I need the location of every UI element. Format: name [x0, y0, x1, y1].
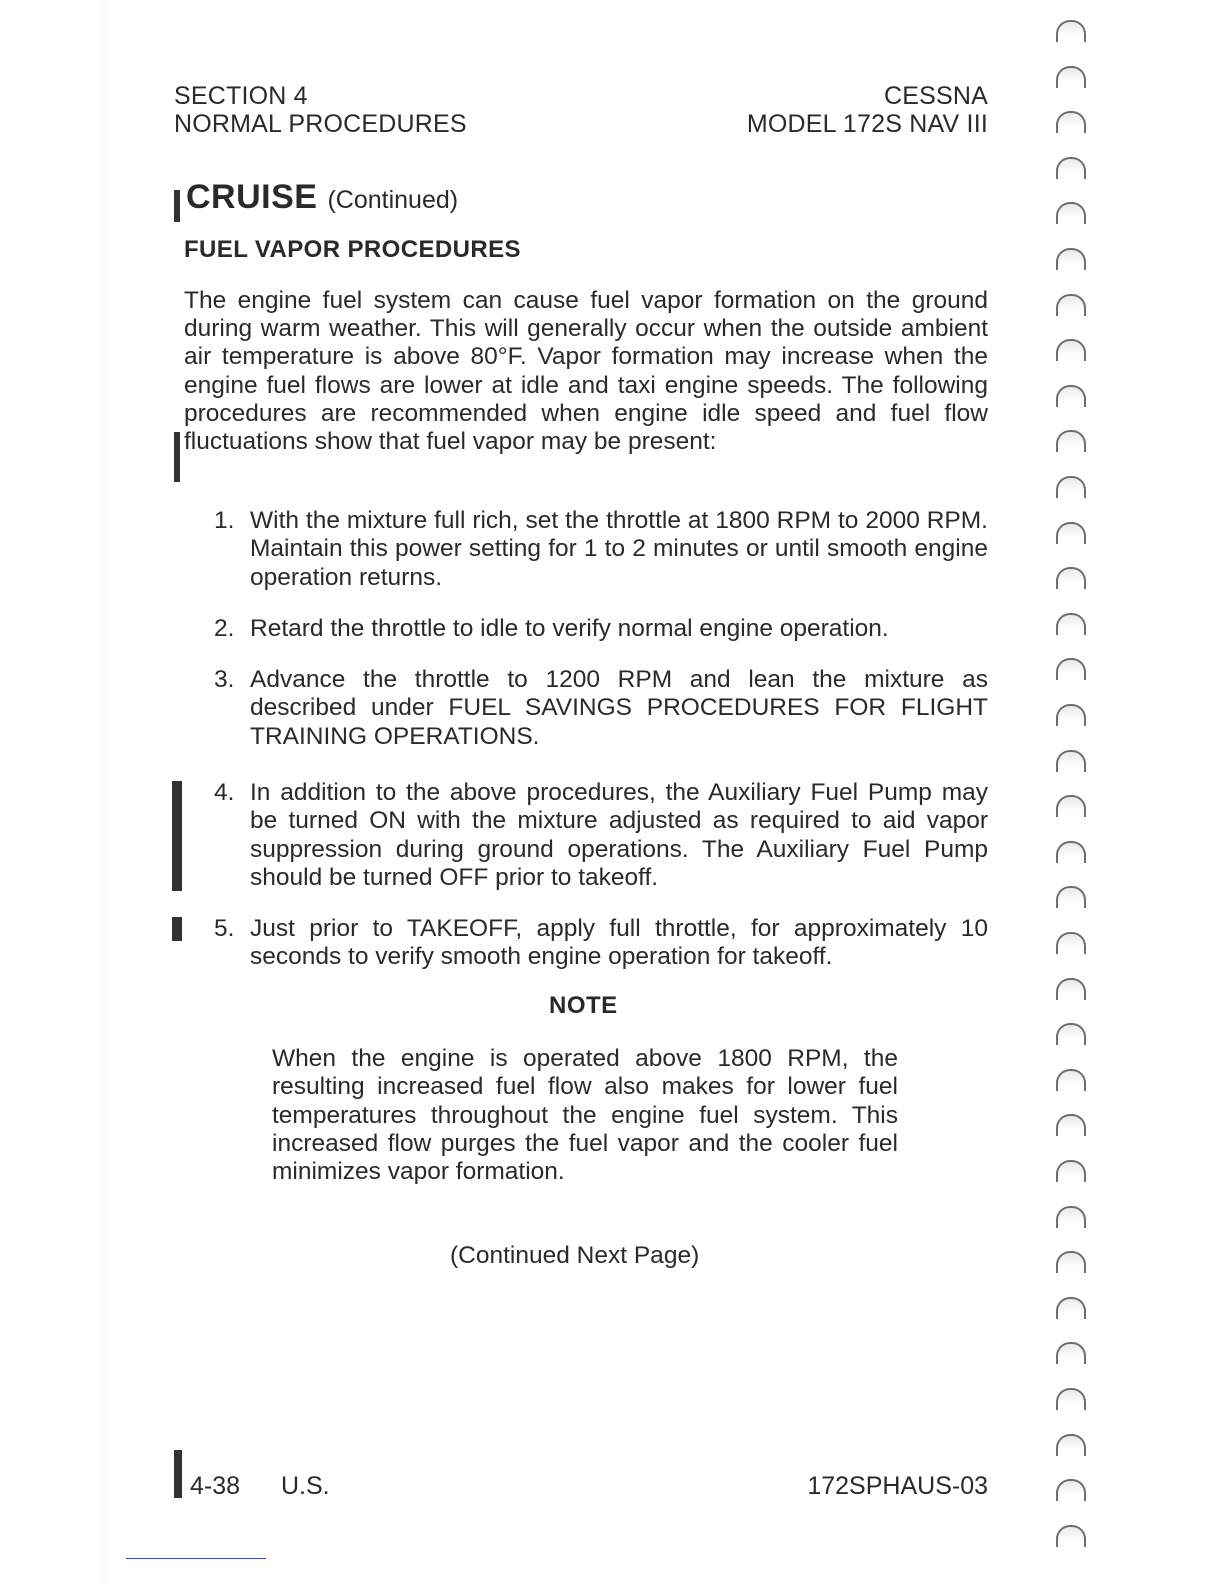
subsection-heading: FUEL VAPOR PROCEDURES [184, 236, 521, 263]
procedure-step [214, 915, 988, 972]
procedure-step [214, 666, 988, 751]
binding-hole [1056, 111, 1086, 133]
revision-bar-intro [174, 432, 180, 482]
binding-hole [1056, 1069, 1086, 1091]
binding-hole [1056, 704, 1086, 726]
binding-hole [1056, 1023, 1086, 1045]
section-continued-label: (Continued) [327, 186, 459, 214]
binding-hole [1056, 339, 1086, 361]
section-title-text: CRUISE [186, 178, 318, 216]
revision-bar-footer [174, 1450, 182, 1498]
binding-hole [1056, 522, 1086, 544]
binding-hole [1056, 157, 1086, 179]
note-heading: NOTE [549, 992, 618, 1019]
binding-hole [1056, 1160, 1086, 1182]
binding-hole [1056, 750, 1086, 772]
page-edge-shadow [96, 0, 114, 1584]
procedure-step [214, 615, 988, 643]
binding-hole [1056, 1479, 1086, 1501]
step-text: With the mixture full rich, set the throttle at 1800 RPM to 2000 RPM. Maintain this power setting for 1 to 2 minutes or until smooth engine operation returns. [250, 507, 988, 591]
step-number: 5. [214, 915, 235, 942]
step-text: In addition to the above procedures, the Auxiliary Fuel Pump may be turned ON with the mixture adjusted as required to aid vapor suppression during ground operations. The Auxiliary Fuel Pump should be turned OFF prior to takeoff. [250, 779, 988, 891]
binding-hole [1056, 841, 1086, 863]
binding-hole [1056, 1434, 1086, 1456]
note-body: When the engine is operated above 1800 RPM, the resulting increased fuel flow also makes for lower fuel temperatures throughout the engine fuel system. This increased flow purges the fuel vapor and the cooler fuel minimizes vapor formation. [272, 1045, 898, 1186]
step-number: 4. [214, 779, 235, 806]
footer-left [190, 1472, 330, 1501]
page-number: 4-38 [190, 1472, 241, 1500]
revision-bar-step-4 [172, 781, 182, 891]
footer-region: U.S. [281, 1472, 330, 1500]
step-text: Retard the throttle to idle to verify normal engine operation. [250, 615, 889, 642]
binding-hole [1056, 932, 1086, 954]
binding-hole [1056, 294, 1086, 316]
binding-hole [1056, 20, 1086, 42]
binding-hole [1056, 658, 1086, 680]
binding-hole [1056, 430, 1086, 452]
step-number: 2. [214, 615, 235, 642]
header-section-info [174, 82, 467, 138]
binding-hole [1056, 1297, 1086, 1319]
revision-bar-step-5 [172, 917, 182, 941]
step-text: Just prior to TAKEOFF, apply full throttle, for approximately 10 seconds to verify smooth engine operation for takeoff. [250, 915, 988, 971]
binding-hole [1056, 1342, 1086, 1364]
continued-next-page: (Continued Next Page) [450, 1242, 700, 1269]
footer-document-id: 172SPHAUS-03 [807, 1472, 988, 1500]
binding-hole [1056, 886, 1086, 908]
spiral-binding [1052, 0, 1092, 1584]
binding-hole [1056, 1525, 1086, 1547]
procedure-step [214, 507, 988, 592]
revision-bar-title [174, 190, 180, 222]
binding-hole [1056, 66, 1086, 88]
binding-hole [1056, 1251, 1086, 1273]
procedure-step [214, 779, 988, 892]
binding-hole [1056, 1388, 1086, 1410]
step-text: Advance the throttle to 1200 RPM and lean the mixture as described under FUEL SAVINGS PROCEDURES FOR FLIGHT TRAINING OPERATIONS. [250, 666, 988, 750]
step-number: 1. [214, 507, 235, 534]
binding-hole [1056, 795, 1086, 817]
binding-hole [1056, 385, 1086, 407]
header-manufacturer: CESSNA [883, 82, 988, 110]
step-number: 3. [214, 666, 235, 693]
binding-hole [1056, 978, 1086, 1000]
binding-hole [1056, 476, 1086, 498]
header-model: MODEL 172S NAV III [746, 110, 988, 138]
binding-hole [1056, 567, 1086, 589]
binding-hole [1056, 1114, 1086, 1136]
intro-paragraph: The engine fuel system can cause fuel vapor formation on the ground during warm weather. This will generally occur when the outside ambient air temperature is above 80°F. Vapor formation may increase when the engine fuel flows are lower at idle and taxi engine speeds. The following procedures are recommended when engine idle speed and fuel flow fluctuations show that fuel vapor may be present: [184, 287, 988, 456]
header-section-name: NORMAL PROCEDURES [174, 110, 467, 138]
header-section-number: SECTION 4 [174, 82, 308, 110]
section-title [186, 178, 458, 217]
binding-hole [1056, 248, 1086, 270]
binding-hole [1056, 202, 1086, 224]
binding-hole [1056, 613, 1086, 635]
bottom-rule [126, 1558, 266, 1559]
header-model-info [747, 82, 988, 138]
binding-hole [1056, 1206, 1086, 1228]
